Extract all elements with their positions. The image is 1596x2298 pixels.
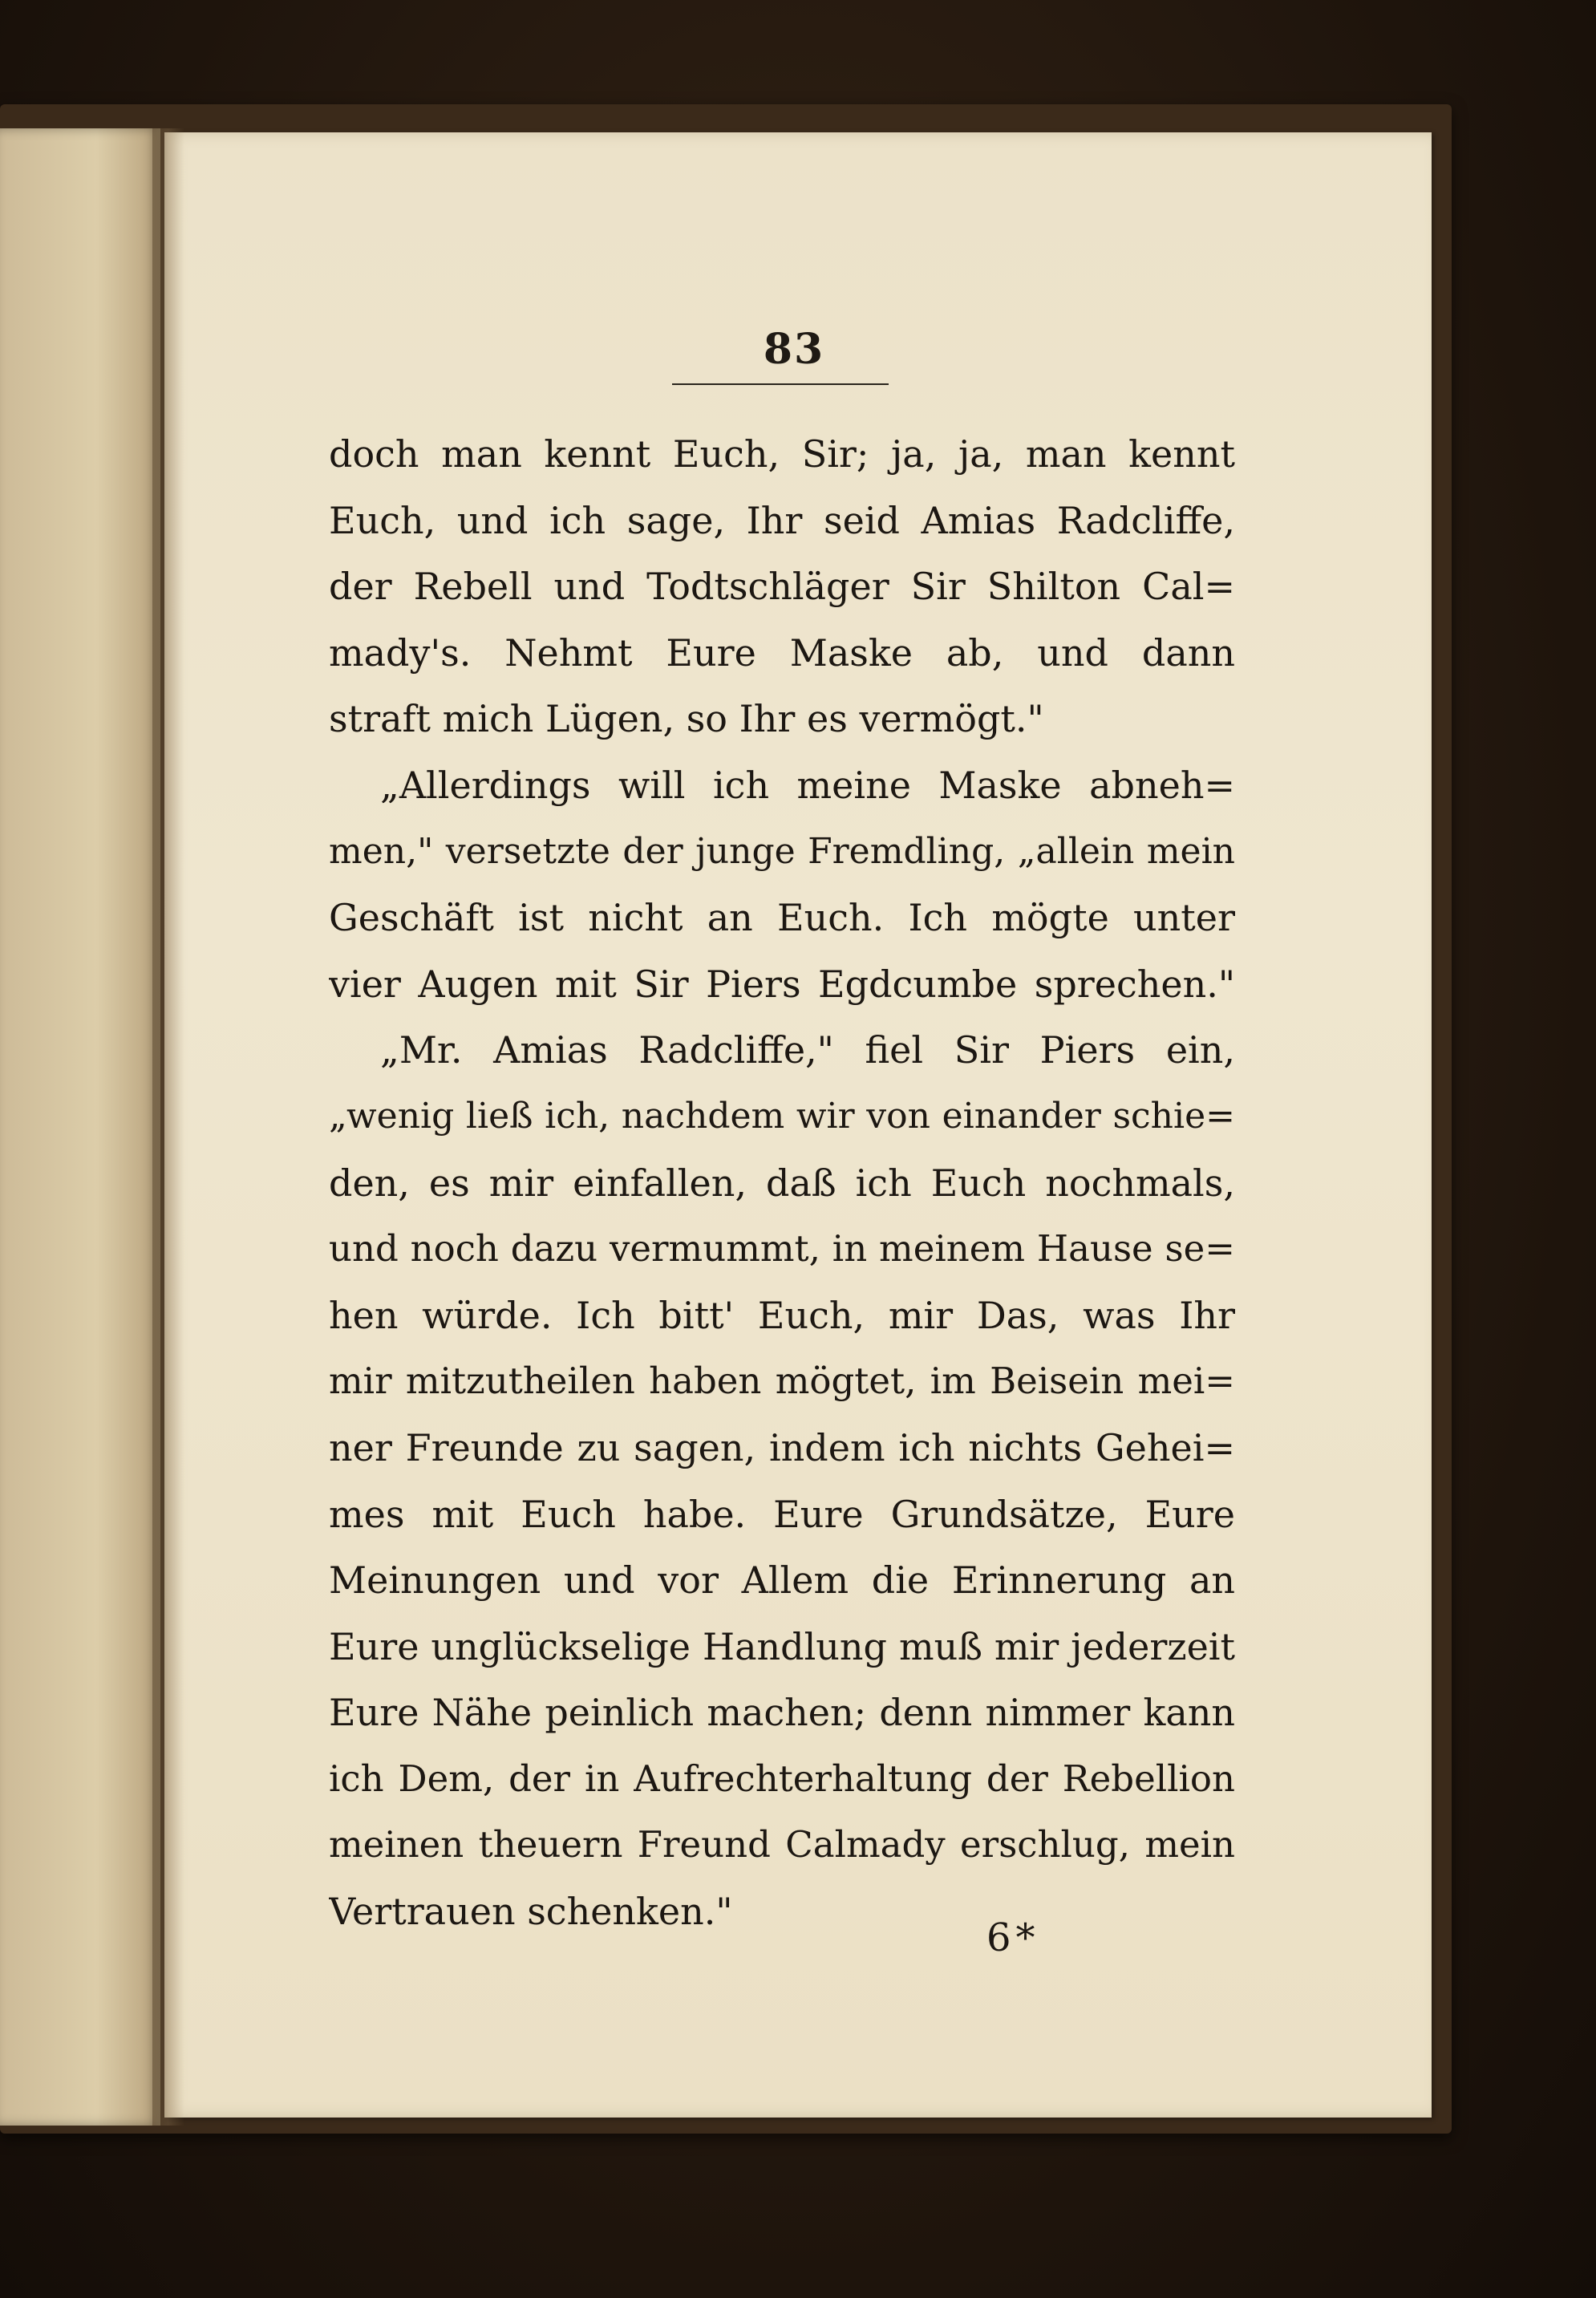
book-gutter — [152, 128, 184, 2126]
text-line: doch man kennt Euch, Sir; ja, ja, man kennt — [329, 432, 1235, 476]
text-line: Geschäft ist nicht an Euch. Ich mögte unter — [329, 896, 1235, 940]
text-line: ich Dem, der in Aufrechterhaltung der Rebellion — [329, 1757, 1235, 1800]
text-line: „wenig ließ ich, nachdem wir von einander schie= — [329, 1095, 1235, 1137]
text-line: meinen theuern Freund Calmady erschlug, mein — [329, 1823, 1235, 1866]
text-line: men," versetzte der junge Fremdling, „allein mein — [329, 830, 1235, 872]
text-line: der Rebell und Todtschläger Sir Shilton Cal= — [329, 565, 1235, 609]
text-line: „Mr. Amias Radcliffe," fiel Sir Piers ein, — [380, 1028, 1235, 1072]
text-line: Vertrauen schenken." — [329, 1890, 733, 1934]
left-page-edge — [0, 128, 160, 2126]
text-line: mir mitzutheilen haben mögtet, im Beisein mei= — [329, 1360, 1235, 1403]
text-line: straft mich Lügen, so Ihr es vermögt." — [329, 697, 1044, 741]
text-line: hen würde. Ich bitt' Euch, mir Das, was Ihr — [329, 1293, 1235, 1337]
text-line: Euch, und ich sage, Ihr seid Amias Radcliffe, — [329, 498, 1235, 542]
text-line: mes mit Euch habe. Eure Grundsätze, Eure — [329, 1492, 1235, 1536]
body-text — [329, 421, 1235, 1945]
page-number: 83 — [763, 325, 825, 374]
text-line: den, es mir einfallen, daß ich Euch nochmals, — [329, 1161, 1235, 1205]
text-line: und noch dazu vermummt, in meinem Hause se= — [329, 1227, 1235, 1271]
text-line: ner Freunde zu sagen, indem ich nichts Gehei= — [329, 1425, 1235, 1469]
text-line: mady's. Nehmt Eure Maske ab, und dann — [329, 630, 1235, 675]
text-line: „Allerdings will ich meine Maske abneh= — [380, 763, 1235, 807]
text-line: vier Augen mit Sir Piers Egdcumbe sprechen." — [329, 962, 1235, 1006]
text-line: Meinungen und vor Allem die Erinnerung an — [329, 1558, 1235, 1603]
header-rule — [672, 383, 889, 385]
text-line: Eure unglückselige Handlung muß mir jederzeit — [329, 1624, 1235, 1668]
signature-mark: 6* — [986, 1915, 1040, 1960]
text-line: Eure Nähe peinlich machen; denn nimmer kann — [329, 1691, 1235, 1735]
